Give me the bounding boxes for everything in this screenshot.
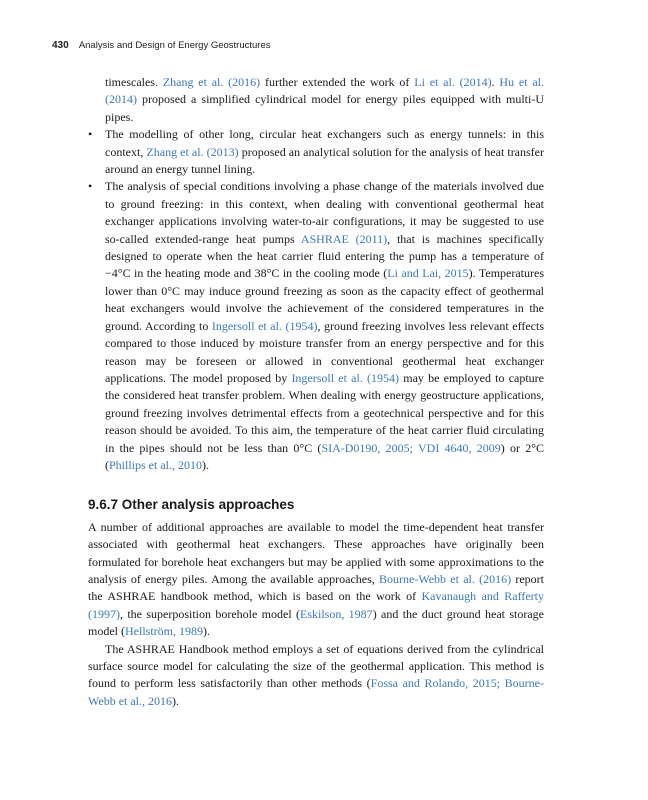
bullet-marker: • <box>88 127 93 142</box>
citation-link[interactable]: Ingersoll et al. (1954) <box>291 370 400 385</box>
text-run: , that is machines specifically designed to operate when the heat carrier fluid entering the pump has a temperature of −4°C in the heating mode and 38°C in the cooling mode ( <box>105 231 544 281</box>
citation-link[interactable]: SIA-D0190, 2005; VDI 4640, 2009 <box>321 440 501 455</box>
page-body <box>88 74 544 710</box>
text-run: The analysis of special conditions involving a phase change of the materials involved due to ground freezing: in this context, when dealing with conventional geothermal heat exchanger applications involving water-to-air configurations, it may be suggested to use so-called extended-range heat pumps <box>105 179 544 246</box>
text-run: A number of additional approaches are available to model the time-dependent heat transfer associated with geothermal heat exchangers. These approaches have originally been formulated for borehole heat exchangers but may be applied with some approximations to the analysis of energy piles. Among the available approaches, <box>88 519 544 586</box>
text-run: ). <box>172 693 180 708</box>
text-run: may be employed to capture the considered heat transfer problem. When dealing with energy geostructure applications, ground freezing involves detrimental effects from a geotechnical perspective and for this reason should be avoided. To this aim, the temperature of the heat carrier fluid circulating in the pipes should not be less than 0°C ( <box>105 370 545 455</box>
citation-link[interactable]: Zhang et al. (2016) <box>162 75 261 89</box>
citation-link[interactable]: Ingersoll et al. (1954) <box>211 318 318 333</box>
text-run: further extended the work of <box>260 75 415 89</box>
text-run: , ground freezing involves less relevant effects compared to those induced by moisture transfer from an energy perspective and for this reason may be foreseen or allowed in conventional geothermal heat exchanger applications. The model proposed by <box>105 318 544 385</box>
continuation-paragraph <box>88 74 544 126</box>
citation-link[interactable]: Hu et al. (2014) <box>105 75 545 107</box>
text-run: The modelling of other long, circular heat exchangers such as energy tunnels: in this context, <box>105 127 544 159</box>
text-run: ). Temperatures lower than 0°C may induce ground freezing as soon as the capacity effect of geothermal heat exchangers would involve the achievement of the considered temperatures in the ground. According to <box>105 266 544 333</box>
text-run: proposed an analytical solution for the analysis of heat transfer around an energy tunnel lining. <box>105 144 544 177</box>
text-run: ) and the duct ground heat storage model ( <box>88 606 545 639</box>
citation-link[interactable]: Kavanaugh and Rafferty (1997) <box>88 589 544 621</box>
text-run: The ASHRAE Handbook method employs a set of equations derived from the cylindrical surface source model for calculating the size of the geothermal application. This method is found to perform less satisfactorily than other methods ( <box>88 641 544 691</box>
text-run: , the superposition borehole model ( <box>120 606 300 621</box>
citation-link[interactable]: Zhang et al. (2013) <box>146 144 239 159</box>
citation-link[interactable]: ASHRAE (2011) <box>300 231 388 246</box>
citation-link[interactable]: Li et al. (2014) <box>414 75 492 89</box>
citation-link[interactable]: Phillips et al., 2010 <box>109 457 202 472</box>
text-run: report the ASHRAE handbook method, which is based on the work of <box>88 571 545 604</box>
text-run: proposed a simplified cylindrical model for energy piles equipped with multi-U pipes. <box>105 92 544 124</box>
text-run: ). <box>202 457 209 472</box>
citation-link[interactable]: Hellström, 1989 <box>125 624 203 639</box>
text-run: ). <box>203 624 210 639</box>
running-title: Analysis and Design of Energy Geostructures <box>78 40 271 51</box>
bullet-list <box>88 126 544 474</box>
running-header <box>52 40 271 51</box>
section-heading: 9.6.7 Other analysis approaches <box>88 497 295 513</box>
list-item <box>88 126 544 178</box>
list-item <box>88 178 544 474</box>
body-paragraph <box>88 519 544 641</box>
text-run: timescales. <box>105 75 163 89</box>
citation-link[interactable]: Bourne-Webb et al. (2016) <box>379 571 512 586</box>
bullet-marker: • <box>88 179 93 194</box>
citation-link[interactable]: Eskilson, 1987 <box>300 606 373 621</box>
body-paragraph <box>88 641 544 711</box>
text-run: . <box>491 75 500 89</box>
citation-link[interactable]: Li and Lai, 2015 <box>387 266 469 281</box>
text-run: ) or 2°C ( <box>105 440 545 472</box>
page-number: 430 <box>52 40 69 51</box>
citation-link[interactable]: Fossa and Rolando, 2015; Bourne-Webb et al., 2016 <box>88 676 544 708</box>
